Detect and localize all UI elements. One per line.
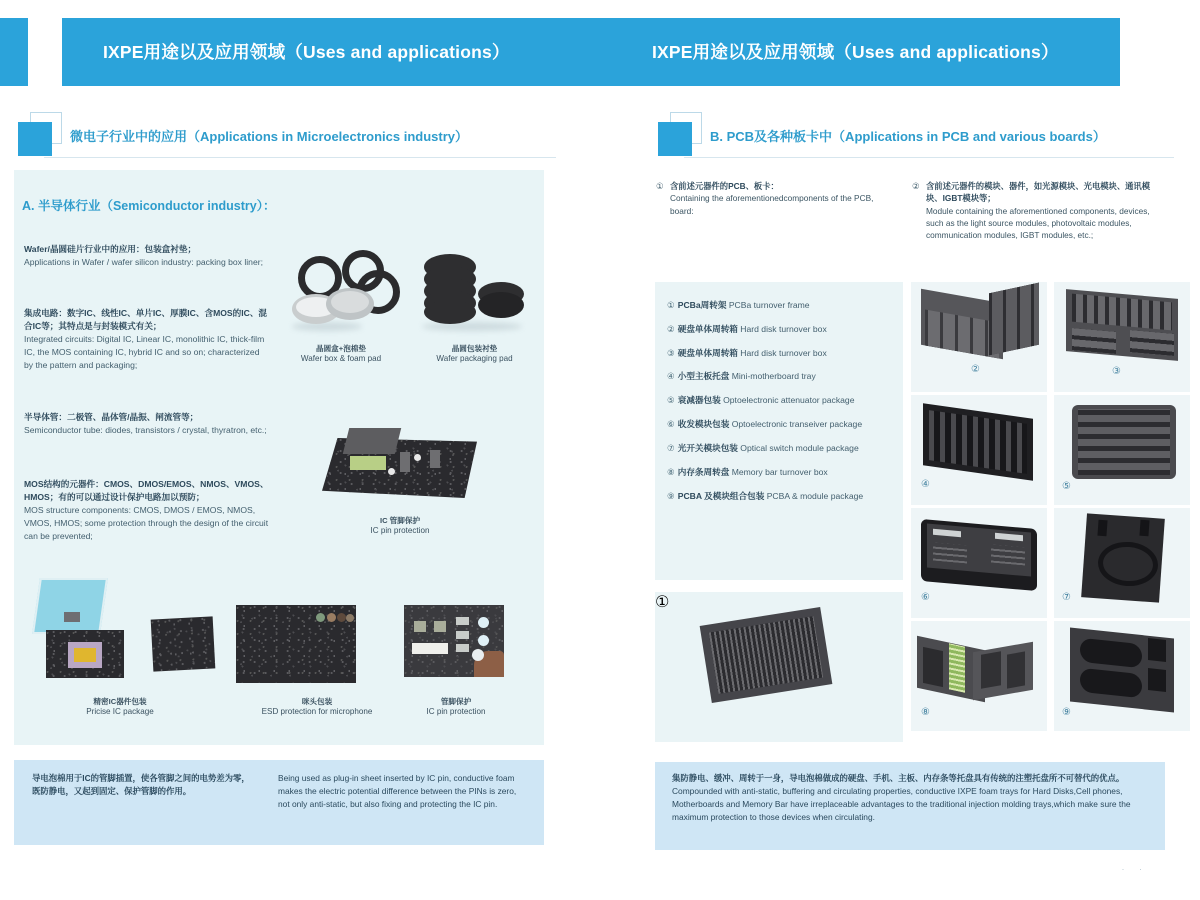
- photo-esd-microphone: [236, 605, 356, 683]
- list-item: ⑤ 衰减器包装 Optoelectronic attenuator package: [667, 395, 855, 406]
- list-item: ⑧ 内存条周转盘 Memory bar turnover box: [667, 466, 828, 477]
- section-rule-right: [684, 157, 1174, 158]
- photo-badge-6: ⑥: [921, 592, 930, 603]
- left-callout-en: Being used as plug-in sheet inserted by IC pin, conductive foam makes the electric potential difference between the PINs is zero, not only anti-static, but also fixing and protecting the IC pin.: [278, 773, 517, 810]
- photo-precise-ic-package: [34, 578, 144, 683]
- photo-pin-protection-hand: [404, 605, 504, 677]
- list-item: ② 硬盘单体周转箱 Hard disk turnover box: [667, 323, 827, 334]
- list-item: ⑦ 光开关模块包装 Optical switch module package: [667, 442, 859, 453]
- left-panel-subtitle: A. 半导体行业（Semiconductor industry）：: [22, 199, 276, 213]
- photo-tile-9: [1054, 621, 1190, 731]
- paragraph-integrated-circuits: 集成电路：数字IC、线性IC、单片IC、厚膜IC、含MOS的IC、混合IC等；其特点是与封装模式有关； Integrated circuits: Digital IC, Linear IC, monolithic IC, thick-film IC, the MOS containing IC, hybrid IC and so on; characterized by the pattern and packaging;: [24, 308, 268, 370]
- photo-tile-1: [655, 592, 903, 742]
- photo-tile-2: [911, 282, 1047, 392]
- photo-tile-5: [1054, 395, 1190, 505]
- section-marker: [18, 122, 52, 156]
- left-callout-cn: 导电泡棉用于IC的管脚插置，使各管脚之间的电势差为零，既防静电，又起到固定、保护管脚的作用。: [32, 773, 250, 797]
- intro-number-1: ①: [656, 181, 664, 191]
- footer-marks: · ·: [1121, 864, 1148, 874]
- photo-wafer-box: [286, 248, 396, 333]
- photo-badge-3: ③: [1112, 366, 1121, 377]
- list-item: ⑥ 收发模块包装 Optoelectronic transeiver package: [667, 419, 863, 430]
- intro-item-1: ① 含前述元器件的PCB、板卡： Containing the aforementionedcomponents of the PCB, board:: [656, 181, 874, 216]
- caption-ic-pin-protection-bottom: 管脚保护 IC pin protection: [426, 697, 486, 717]
- photo-badge-4: ④: [921, 479, 930, 490]
- paragraph-mos-components: MOS结构的元器件：CMOS、DMOS/EMOS、NMOS、VMOS、HMOS；有的可以通过设计保护电路加以预防； MOS structure components: CMOS, DMOS / EMOS, NMOS, VMOS, HMOS; some protection through the design of the circuit can be prevented;: [24, 479, 269, 541]
- caption-esd-microphone: 咪头包装 ESD protection for microphone: [261, 697, 373, 717]
- header-title-left: IXPE用途以及应用领域（Uses and applications）: [103, 42, 510, 62]
- photo-tile-7: [1054, 508, 1190, 618]
- intro-number-2: ②: [912, 181, 920, 191]
- photo-badge-7: ⑦: [1062, 592, 1071, 603]
- section-head-right-label: B. PCB及各种板卡中（Applications in PCB and various boards）: [710, 129, 1106, 144]
- section-head-left-label: 微电子行业中的应用（Applications in Microelectronics industry）: [70, 129, 468, 144]
- photo-ic-pin-protection: [322, 424, 477, 502]
- section-marker-right: [658, 122, 692, 156]
- photo-tile-3: [1054, 282, 1190, 392]
- photo-wafer-pads: [418, 248, 533, 333]
- caption-precise-ic-package: 精密IC器件包装 Pricise IC package: [86, 697, 154, 717]
- header-title-right: IXPE用途以及应用领域（Uses and applications）: [652, 42, 1059, 62]
- list-item: ④ 小型主板托盘 Mini-motherboard tray: [667, 371, 816, 382]
- caption-wafer-pad: 晶圆包装衬垫 Wafer packaging pad: [436, 344, 513, 364]
- right-callout: 集防静电、缓冲、周转于一身，导电泡棉做成的硬盘、手机、主板、内存条等托盘具有传统的注塑托盘所不可替代的优点。 Compounded with anti-static, buffering and circulating properties, conductive IXPE foam trays for Hard Disks,Cell phones, Motherboards and Memory Bar have irreplaceable advantages to the traditional injection molding trays,which make sure the maximum protection to those devices when circulating.: [672, 773, 1131, 823]
- list-item: ① PCBa周转架 PCBa turnover frame: [667, 300, 810, 310]
- photo-badge-5: ⑤: [1062, 481, 1071, 492]
- list-item: ③ 硬盘单体周转箱 Hard disk turnover box: [667, 347, 827, 358]
- paragraph-wafer: Wafer/晶圆硅片行业中的应用：包装盒衬垫； Applications in Wafer / wafer silicon industry: packing box liner;: [24, 244, 263, 267]
- list-item: ⑨ PCBA 及模块组合包装 PCBA & module package: [667, 490, 864, 501]
- photo-tile-6: [911, 508, 1047, 618]
- photo-foam-square: [151, 616, 216, 671]
- product-list: [667, 300, 895, 514]
- header-decoration: [0, 18, 120, 108]
- photo-badge-8: ⑧: [921, 707, 930, 718]
- photo-badge-1: ①: [655, 594, 670, 611]
- caption-wafer-box: 晶圆盒+泡棉垫 Wafer box & foam pad: [300, 344, 382, 364]
- photo-badge-2: ②: [971, 364, 980, 375]
- section-rule-left: [44, 157, 556, 158]
- intro-item-2: ② 含前述元器件的模块、器件，如光源模块、光电模块、通讯模块、IGBT模块等； Module containing the aforementioned components, devices, such as the light source modules, photovoltaic modules, communication modules, IGBT modules, etc.;: [912, 181, 1151, 241]
- photo-tile-8: [911, 621, 1047, 731]
- caption-ic-pin-protection-top: IC 管脚保护 IC pin protection: [370, 516, 430, 536]
- paragraph-semiconductor-tube: 半导体管：二极管、晶体管/晶振、闸流管等； Semiconductor tube: diodes, transistors / crystal, thyratron, etc.;: [24, 412, 267, 435]
- photo-badge-9: ⑨: [1062, 707, 1071, 718]
- product-list-box: [655, 282, 903, 580]
- photo-tile-4: [911, 395, 1047, 505]
